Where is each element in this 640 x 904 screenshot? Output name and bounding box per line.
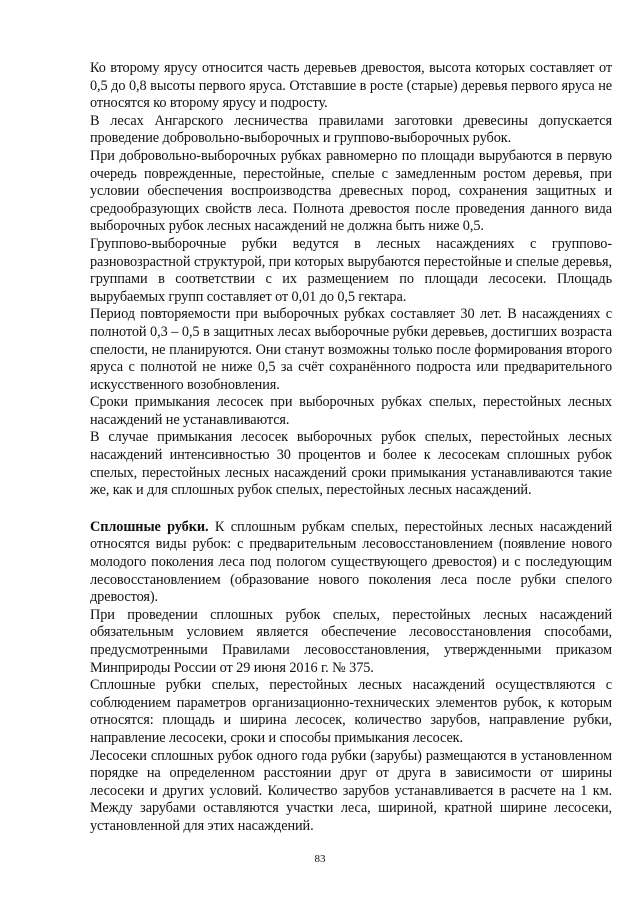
- paragraph-repeat-period: Период повторяемости при выборочных рубках составляет 30 лет. В насаждениях с полнотой 0,3 – 0,5 в защитных лесах выборочные рубки деревьев, достигших возраста спелости, не планируются. Они станут возможны только после формирования второго яруса с полнотой не ниже 0,5 за счёт сохранённого подроста или предварительного искусственного возобновления.: [90, 306, 612, 393]
- page-number: 83: [314, 853, 326, 865]
- paragraph-voluntary-selective: При добровольно-выборочных рубках равномерно по площади вырубаются в первую очередь поврежденные, перестойные, спелые с замедленным ростом деревья, при условии обеспечения воспроизводства древесных пород, сохранения защитных и средообразующих свойств леса. Полнота древостоя после проведения данного вида выборочных рубок лесных насаждений не должна быть ниже 0,5.: [90, 147, 612, 235]
- paragraph-reforestation-condition: При проведении сплошных рубок спелых, перестойных лесных насаждений обязательным условием является обеспечение лесовосстановления способами, предусмотренными Правилами лесовосстановления, утвержденными приказом Минприроды России от 29 июня 2016 г. № 375.: [90, 606, 612, 676]
- paragraph-cut-placement: Лесосеки сплошных рубок одного года рубки (зарубы) размещаются в установленном порядке на определенном расстоянии друг от друга в зависимости от ширины лесосеки и других условий. Количество зарубов устанавливается в расчете на 1 км. Между зарубами оставляются участки леса, шириной, кратной ширине лесосеки, установленной для этих насаждений.: [90, 747, 612, 834]
- paragraph-adjacency-terms: Сроки примыкания лесосек при выборочных рубках спелых, перестойных лесных насаждений не устанавливаются.: [90, 394, 612, 428]
- clear-cutting-intro-text: К сплошным рубкам спелых, перестойных лесных насаждений относятся виды рубок: с предварительным лесовосстановлением (появление нового молодого поколения леса под пологом существующего древостоя) и с последующим лесовосстановлением (образование нового поколения леса после рубки спелого древостоя).: [90, 518, 613, 606]
- paragraph-second-tier: Ко второму ярусу относится часть деревьев древостоя, высота которых составляет от 0,5 до 0,8 высоты первого яруса. Отставшие в росте (старые) деревья первого яруса не относятся ко второму ярусу и подросту.: [90, 60, 612, 112]
- paragraph-adjacency-intensity: В случае примыкания лесосек выборочных рубок спелых, перестойных лесных насаждений интенсивностью 30 процентов и более к лесосекам сплошных рубок спелых, перестойных лесных насаждений сроки примыкания устанавливаются такие же, как и для сплошных рубок спелых, перестойных лесных насаждений.: [90, 429, 612, 499]
- paragraph-org-tech-elements: Сплошные рубки спелых, перестойных лесных насаждений осуществляются с соблюдением параметров организационно-технических элементов рубок, к которым относятся: площадь и ширина лесосек, количество зарубов, направление рубки, направление лесосеки, сроки и способы примыкания лесосек.: [90, 677, 612, 746]
- section-spacer: [90, 500, 612, 519]
- paragraph-clear-cutting-intro: [90, 519, 612, 607]
- paragraph-angara-forestry: В лесах Ангарского лесничества правилами заготовки древесины допускается проведение добровольно-выборочных и группово-выборочных рубок.: [90, 112, 612, 147]
- paragraph-group-selective: Группово-выборочные рубки ведутся в лесных насаждениях с группово-разновозрастной структурой, при которых вырубаются перестойные и спелые деревья, группами в соответствии с их размещением по площади лесосеки. Площадь вырубаемых групп составляет от 0,01 до 0,5 гектара.: [90, 235, 612, 305]
- section-heading-clear-cutting: Сплошные рубки.: [90, 518, 209, 535]
- page-body: [90, 60, 612, 836]
